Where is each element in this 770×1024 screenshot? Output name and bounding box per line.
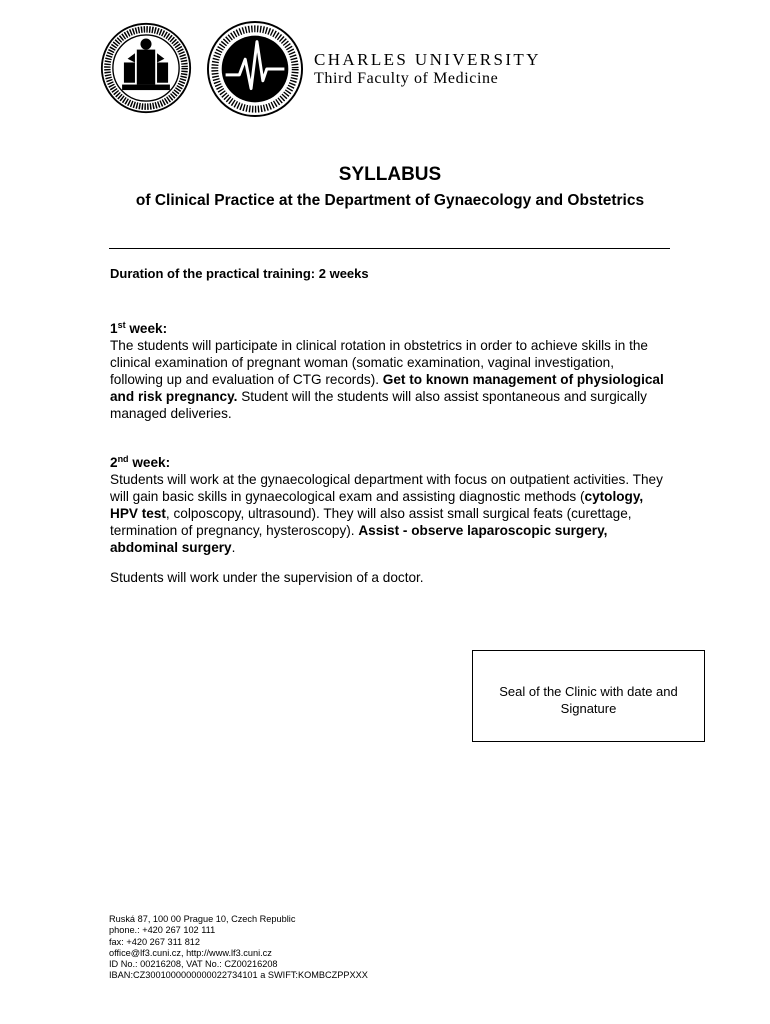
footer-ids: ID No.: 00216208, VAT No.: CZ00216208 bbox=[109, 959, 278, 970]
seal-box-line-2: Signature bbox=[560, 701, 617, 716]
week-2-heading: 2nd week: bbox=[110, 454, 171, 470]
supervision-note: Students will work under the supervision of a doctor. bbox=[110, 570, 424, 585]
university-header bbox=[314, 50, 541, 88]
faculty-name: Third Faculty of Medicine bbox=[314, 69, 499, 87]
title-divider bbox=[109, 248, 670, 249]
university-seal-logo bbox=[100, 22, 192, 114]
week-2-description: Students will work at the gynaecological department with focus on outpatient activities. They will gain basic skills in gynaecological exam and assisting diagnostic methods (cytology, HPV test, colposcopy, ultrasound). They will also assist small surgical feats (curettage, termination of pregnancy, hysteroscopy). Assist - observe laparoscopic surgery, abdominal surgery. bbox=[110, 472, 663, 555]
university-name: CHARLES UNIVERSITY bbox=[314, 50, 541, 69]
week-1-description: The students will participate in clinical rotation in obstetrics in order to achieve skills in the clinical examination of pregnant woman (somatic examination, vaginal investigation, following up and evaluation of CTG records). Get to known management of physiological and risk pregnancy. Student will the students will also assist spontaneous and surgically managed deliveries. bbox=[110, 338, 664, 421]
footer-web: office@lf3.cuni.cz, http://www.lf3.cuni.cz bbox=[109, 947, 272, 958]
week-1-heading: 1st week: bbox=[110, 320, 168, 336]
document-title: SYLLABUS bbox=[338, 164, 442, 185]
seal-box-line-1: Seal of the Clinic with date and bbox=[499, 684, 678, 699]
faculty-seal-logo bbox=[206, 20, 304, 118]
footer-phone: phone.: +420 267 102 111 bbox=[109, 925, 216, 936]
footer-bank: IBAN:CZ3001000000000022734101 a SWIFT:KOMBCZPPXXX bbox=[109, 970, 368, 981]
footer-address: Ruská 87, 100 00 Prague 10, Czech Republic bbox=[109, 914, 296, 924]
footer-fax: fax: +420 267 311 812 bbox=[109, 936, 201, 947]
week-1-section bbox=[110, 320, 670, 422]
training-duration: Duration of the practical training: 2 weeks bbox=[110, 266, 369, 281]
week-2-section bbox=[110, 454, 670, 556]
document-subtitle: of Clinical Practice at the Department of Gynaecology and Obstetrics bbox=[135, 192, 645, 209]
contact-footer bbox=[109, 914, 368, 982]
seal-signature-box bbox=[472, 650, 705, 742]
